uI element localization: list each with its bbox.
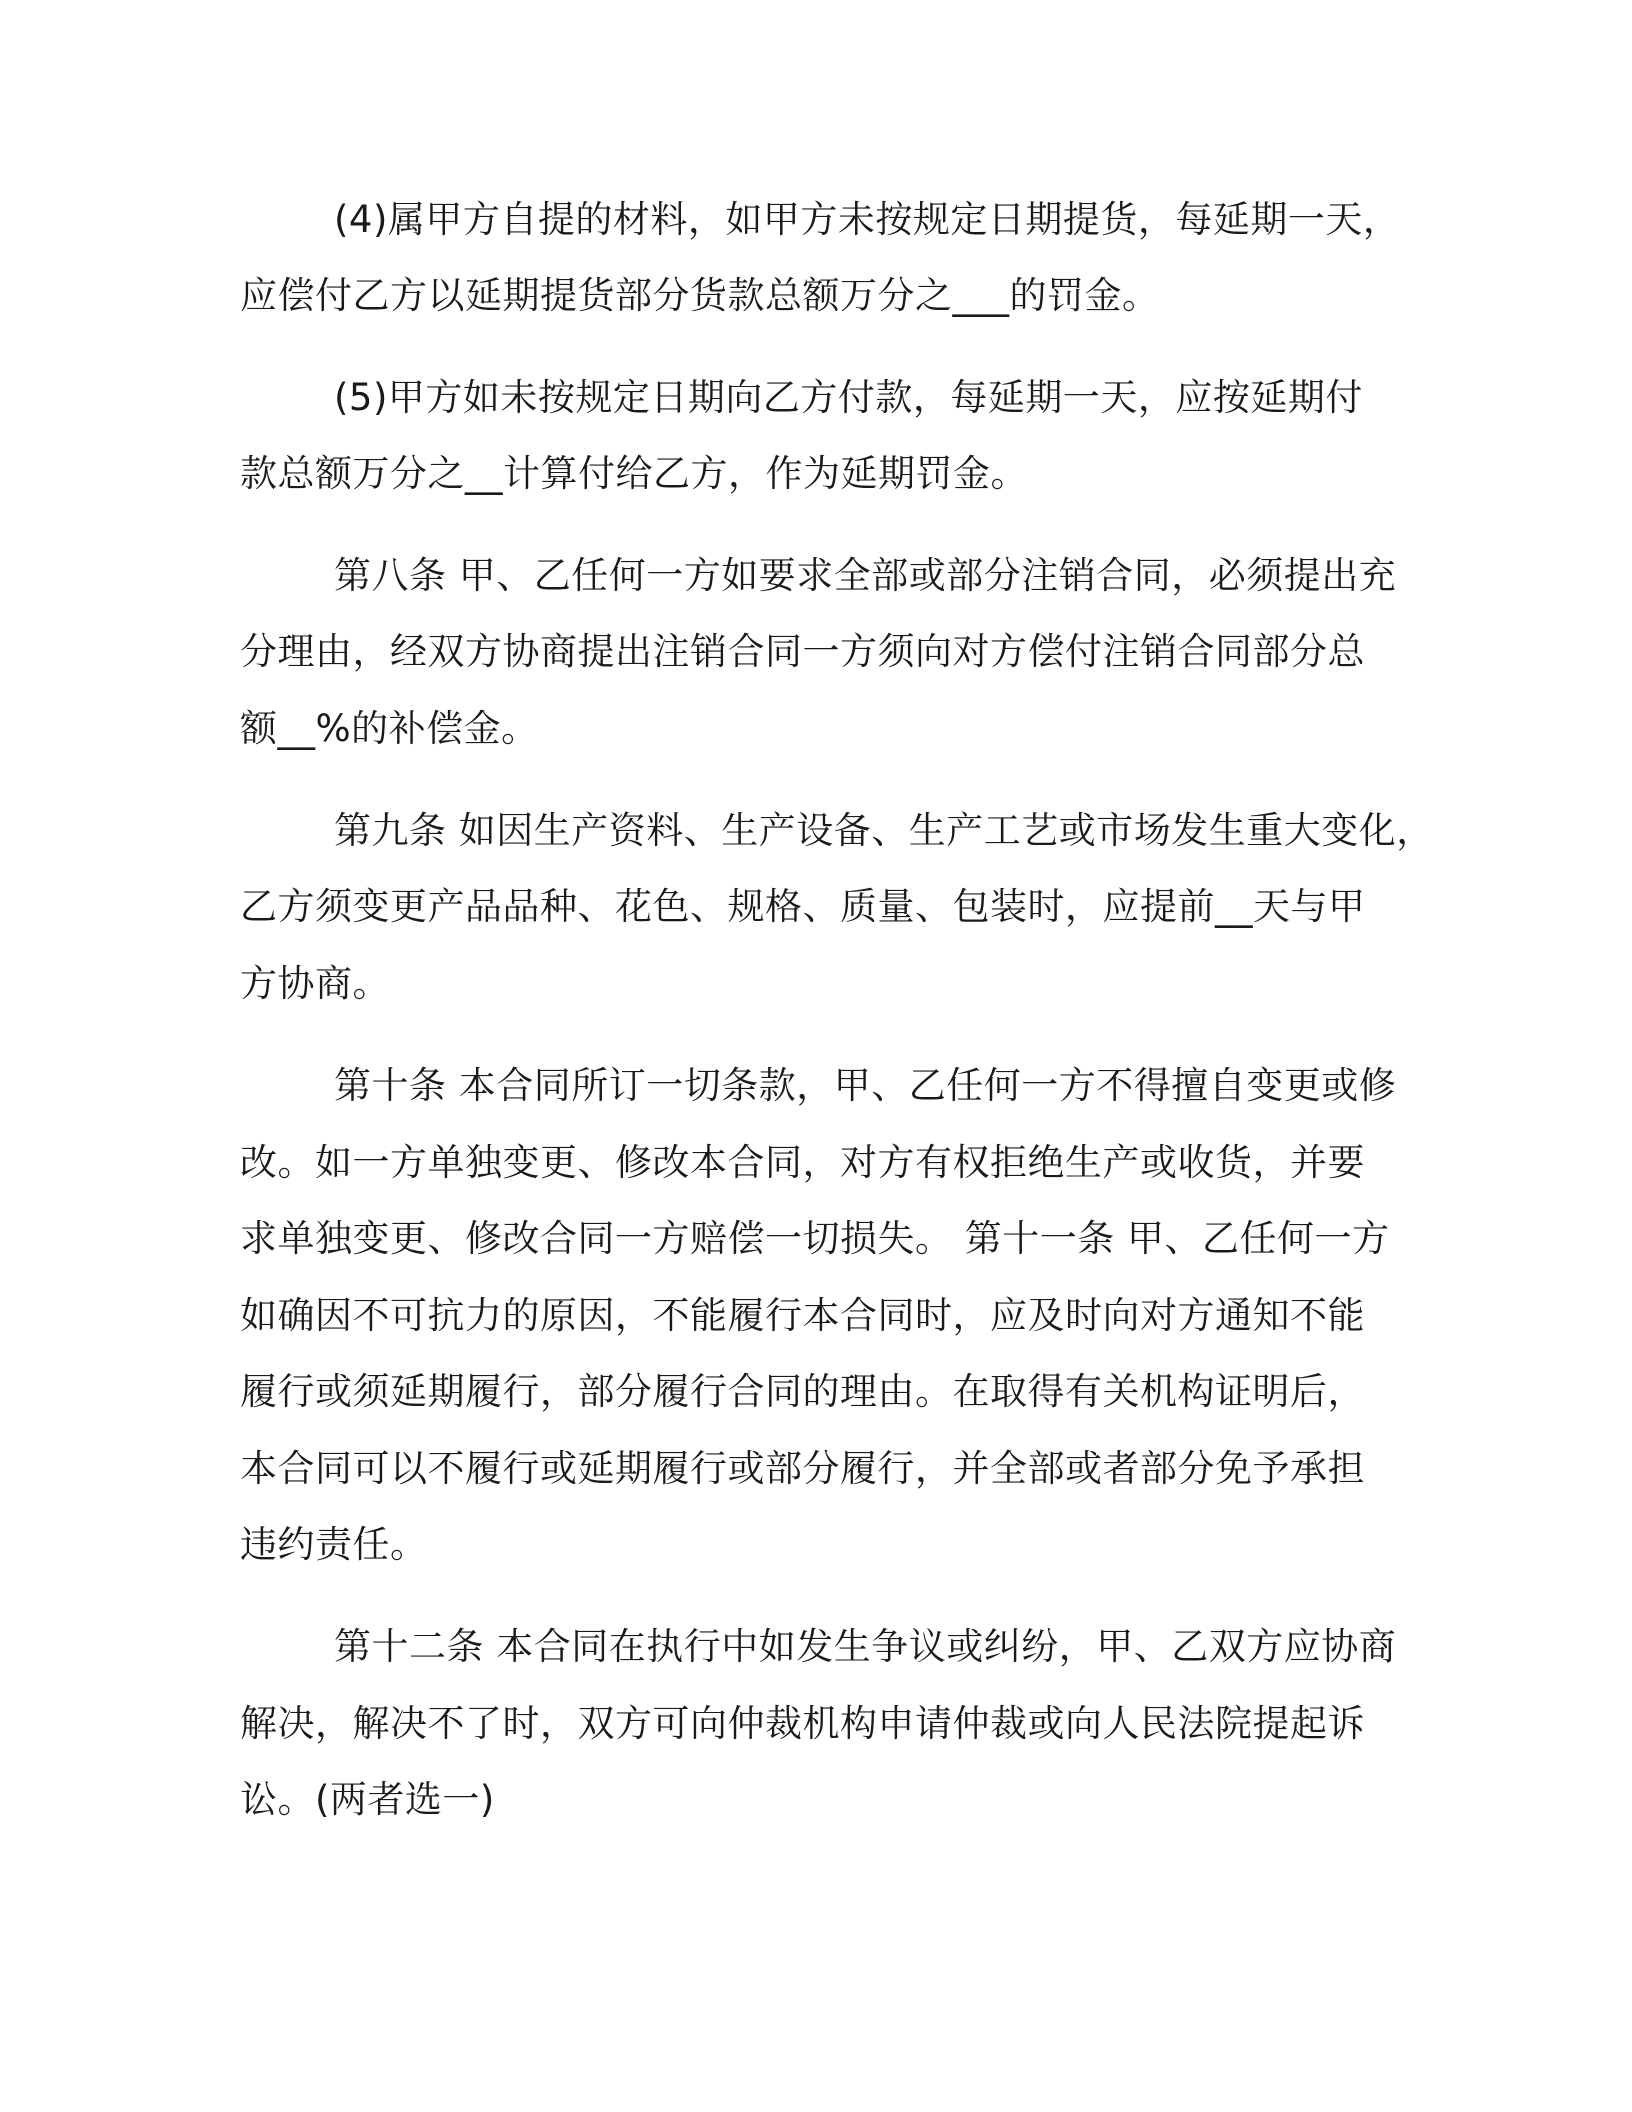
paragraph-line: 分理由，经双方协商提出注销合同一方须向对方偿付注销合同部分总	[240, 630, 1365, 673]
paragraph-line: (5)甲方如未按规定日期向乙方付款，每延期一天，应按延期付	[334, 376, 1363, 419]
paragraph-line: 如确因不可抗力的原因，不能履行本合同时，应及时向对方通知不能	[240, 1294, 1365, 1337]
paragraph-line: 第八条 甲、乙任何一方如要求全部或部分注销合同，必须提出充	[334, 554, 1397, 597]
paragraph-line: 第十条 本合同所订一切条款，甲、乙任何一方不得擅自变更或修	[334, 1064, 1397, 1107]
paragraph-line: 讼。(两者选一)	[240, 1778, 495, 1821]
paragraph-line: 第十二条 本合同在执行中如发生争议或纠纷，甲、乙双方应协商	[334, 1625, 1397, 1668]
paragraph-line: 应偿付乙方以延期提货部分货款总额万分之___的罚金。	[240, 274, 1160, 317]
paragraph-line: 款总额万分之__计算付给乙方，作为延期罚金。	[240, 452, 1028, 495]
paragraph-line: 解决，解决不了时，双方可向仲裁机构申请仲裁或向人民法院提起诉	[240, 1702, 1365, 1745]
paragraph-line: 求单独变更、修改合同一方赔偿一切损失。 第十一条 甲、乙任何一方	[240, 1217, 1390, 1260]
paragraph-line: 乙方须变更产品品种、花色、规格、质量、包装时，应提前__天与甲	[240, 885, 1366, 928]
paragraph-line: (4)属甲方自提的材料，如甲方未按规定日期提货，每延期一天，	[334, 198, 1401, 241]
paragraph-line: 第九条 如因生产资料、生产设备、生产工艺或市场发生重大变化，	[334, 809, 1434, 852]
paragraph-line: 违约责任。	[240, 1523, 428, 1566]
paragraph-line: 改。如一方单独变更、修改本合同，对方有权拒绝生产或收货，并要	[240, 1141, 1365, 1184]
paragraph-line: 本合同可以不履行或延期履行或部分履行，并全部或者部分免予承担	[240, 1447, 1365, 1490]
paragraph-line: 额__%的补偿金。	[240, 707, 539, 750]
paragraph-line: 方协商。	[240, 962, 390, 1005]
paragraph-line: 履行或须延期履行，部分履行合同的理由。在取得有关机构证明后，	[240, 1370, 1365, 1413]
